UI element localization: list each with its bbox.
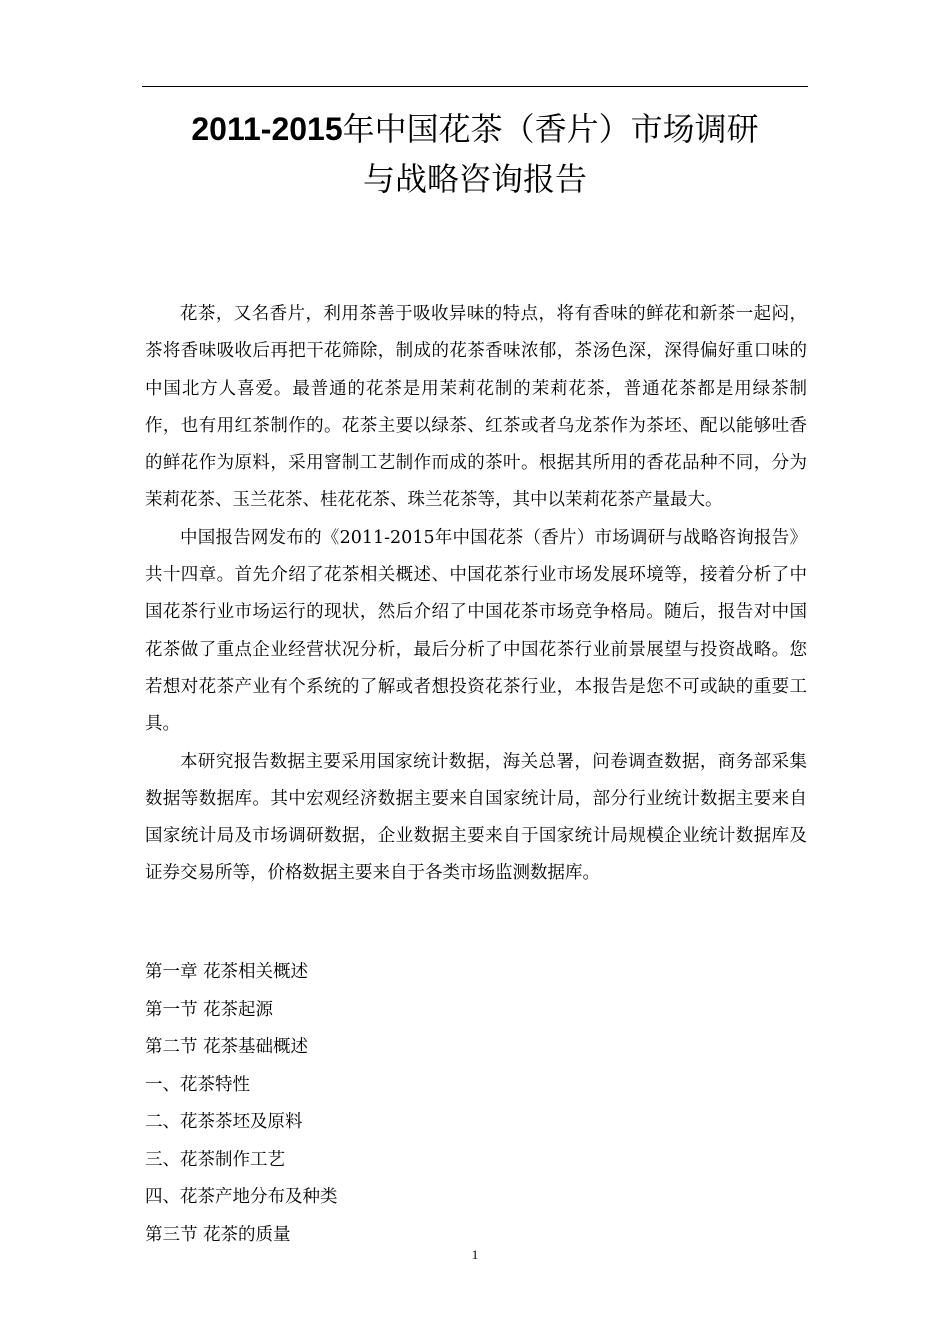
table-of-contents — [145, 954, 807, 1254]
toc-item: 第一章 花茶相关概述 — [145, 962, 309, 982]
title-year-range: 2011-2015 — [191, 111, 343, 147]
report-introduction — [145, 296, 807, 893]
intro-paragraph-1: 花茶，又名香片，利用茶善于吸收异味的特点，将有香味的鲜花和新茶一起闷，茶将香味吸收后再把干花筛除，制成的花茶香味浓郁，茶汤色深，深得偏好重口味的中国北方人喜爱。最普通的花茶是用茉莉花制的茉莉花茶，普通花茶都是用绿茶制作，也有用红茶制作的。花茶主要以绿茶、红茶或者乌龙茶作为茶坯、配以能够吐香的鲜花作为原料，采用窨制工艺制作而成的茶叶。根据其所用的香花品种不同，分为茉莉花茶、玉兰花茶、桂花花茶、珠兰花茶等，其中以茉莉花茶产量最大。 — [145, 304, 807, 511]
header-rule — [142, 86, 808, 87]
toc-item: 第三节 花茶的质量 — [145, 1224, 291, 1245]
page-number: 1 — [471, 1247, 479, 1262]
title-line2-text: 与战略咨询报告 — [362, 160, 587, 198]
toc-item: 二、花茶茶坯及原料 — [145, 1112, 303, 1132]
intro-paragraph-2: 中国报告网发布的《2011-2015年中国花茶（香片）市场调研与战略咨询报告》共十四章。首先介绍了花茶相关概述、中国花茶行业市场发展环境等，接着分析了中国花茶行业市场运行的现状，然后介绍了中国花茶市场竞争格局。随后，报告对中国花茶做了重点企业经营状况分析，最后分析了中国花茶行业前景展望与投资战略。您若想对花茶产业有个系统的了解或者想投资花茶行业，本报告是您不可或缺的重要工具。 — [145, 527, 807, 735]
intro-paragraph-3: 本研究报告数据主要采用国家统计数据，海关总署，问卷调查数据，商务部采集数据等数据库。其中宏观经济数据主要来自国家统计局，部分行业统计数据主要来自国家统计局及市场调研数据，企业数据主要来自于国家统计局规模企业统计数据库及证券交易所等，价格数据主要来自于各类市场监测数据库。 — [145, 751, 807, 884]
title-line1-text: 年中国花茶（香片）市场调研 — [342, 110, 759, 148]
toc-item: 第二节 花茶基础概述 — [145, 1037, 309, 1057]
document-title — [142, 104, 808, 204]
toc-item: 四、花茶产地分布及种类 — [145, 1187, 338, 1207]
toc-item: 第一节 花茶起源 — [145, 999, 274, 1020]
toc-item: 三、花茶制作工艺 — [145, 1149, 285, 1170]
toc-item: 一、花茶特性 — [145, 1074, 250, 1095]
